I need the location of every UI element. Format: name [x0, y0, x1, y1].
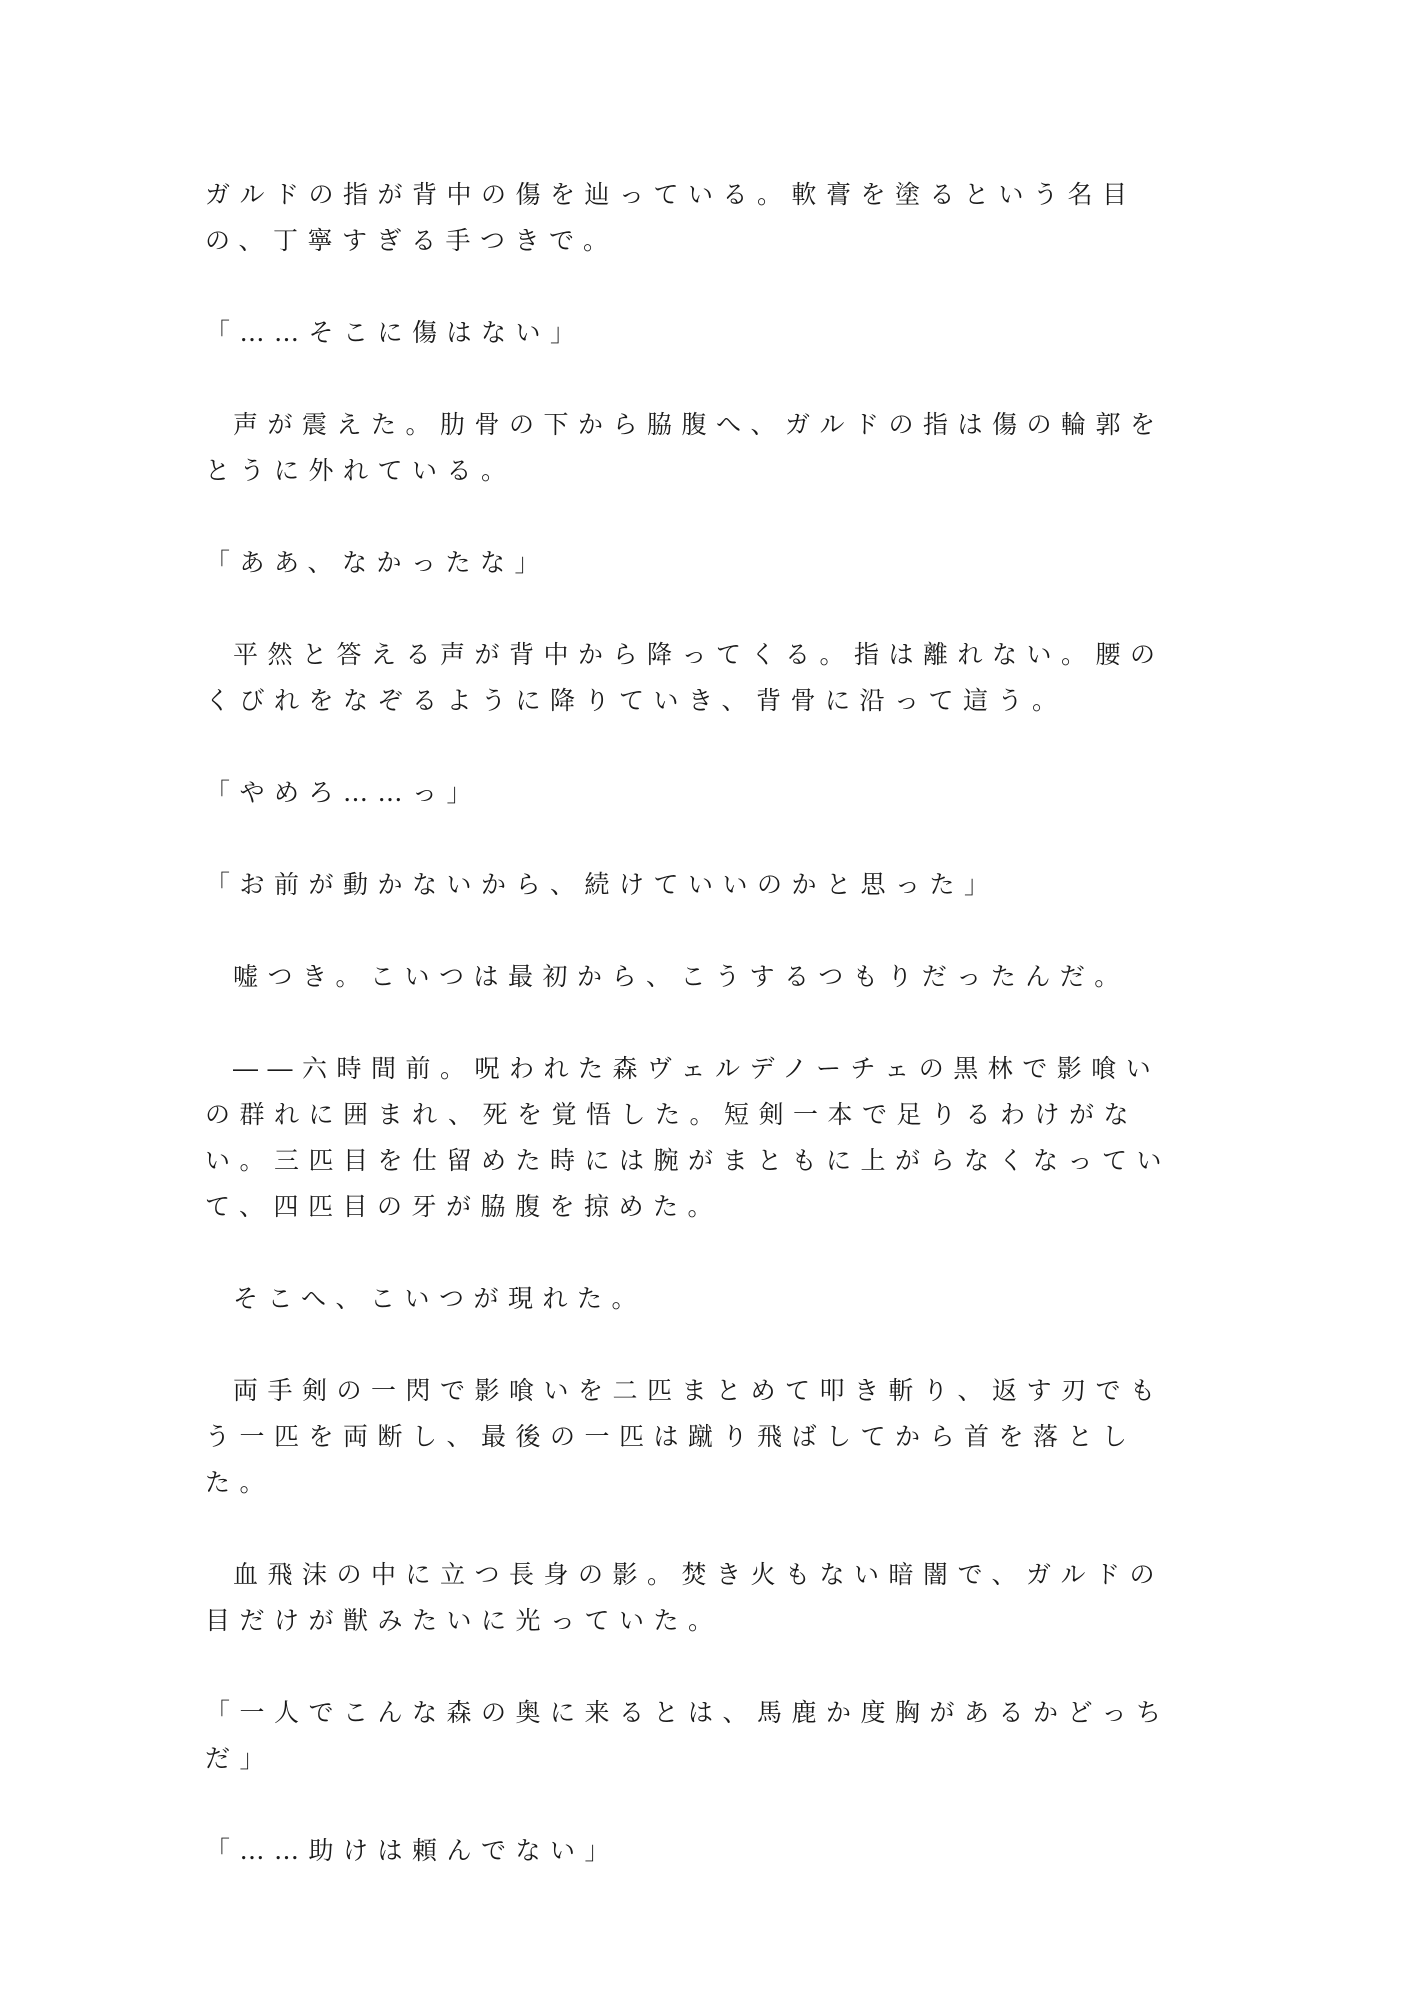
paragraph-narration: 両手剣の一閃で影喰いを二匹まとめて叩き斬り、返す刃でもう一匹を両断し、最後の一匹は蹴り飛ばしてから首を落とした。: [205, 1376, 1165, 1497]
paragraph-dialogue: 「お前が動かないから、続けていいのかと思った」: [205, 870, 999, 899]
paragraph-dialogue: 「一人でこんな森の奥に来るとは、馬鹿か度胸があるかどっちだ」: [205, 1698, 1171, 1773]
paragraph-narration: 平然と答える声が背中から降ってくる。指は離れない。腰のくびれをなぞるように降りていき、背骨に沿って這う。: [205, 640, 1165, 715]
paragraph-narration: ――六時間前。呪われた森ヴェルデノーチェの黒林で影喰いの群れに囲まれ、死を覚悟した。短剣一本で足りるわけがない。三匹目を仕留めた時には腕がまともに上がらなくなっていて、四匹目の牙が脇腹を掠めた。: [205, 1054, 1172, 1221]
paragraph-dialogue: 「やめろ……っ」: [205, 778, 482, 807]
paragraph-narration: 声が震えた。肋骨の下から脇腹へ、ガルドの指は傷の輪郭をとうに外れている。: [205, 410, 1165, 485]
paragraph-dialogue: 「ああ、なかったな」: [205, 548, 550, 577]
paragraph-narration: 血飛沫の中に立つ長身の影。焚き火もない暗闇で、ガルドの目だけが獣みたいに光っていた。: [205, 1560, 1165, 1635]
manuscript-page: [205, 172, 1185, 1920]
paragraph-dialogue: 「……そこに傷はない」: [205, 318, 585, 347]
paragraph-narration: 嘘つき。こいつは最初から、こうするつもりだったんだ。: [233, 962, 1129, 991]
paragraph-narration: そこへ、こいつが現れた。: [233, 1284, 647, 1313]
paragraph-narration: ガルドの指が背中の傷を辿っている。軟膏を塗るという名目の、丁寧すぎる手つきで。: [205, 180, 1137, 255]
paragraph-dialogue: 「……助けは頼んでない」: [205, 1836, 620, 1865]
